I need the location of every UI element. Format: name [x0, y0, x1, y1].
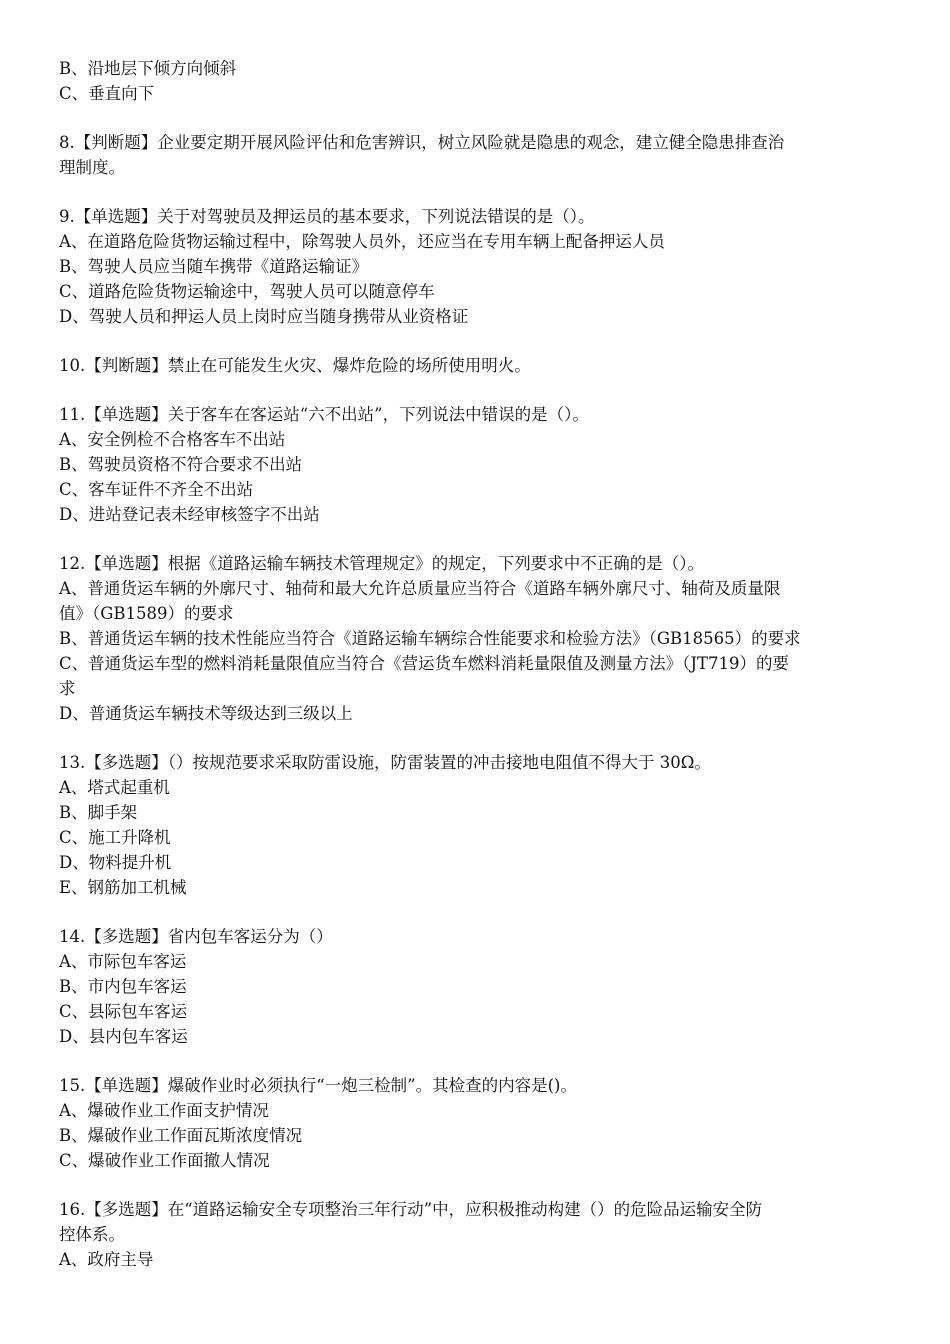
question-text-line: 15.【单选题】爆破作业时必须执行“一炮三检制”。其检查的内容是()。 [59, 1076, 577, 1095]
question-line: C、施工升降机 [59, 828, 171, 847]
question-block [59, 1073, 895, 1173]
question-line: A、政府主导 [59, 1250, 154, 1269]
question-line: B、爆破作业工作面瓦斯浓度情况 [59, 1126, 303, 1145]
question-block [59, 750, 895, 900]
question-text-line: 10.【判断题】禁止在可能发生火灾、爆炸危险的场所使用明火。 [59, 356, 531, 375]
question-line: B、脚手架 [59, 803, 138, 822]
question-line: C、爆破作业工作面撤人情况 [59, 1151, 270, 1170]
question-text-line: 12.【单选题】根据《道路运输车辆技术管理规定》的规定，下列要求中不正确的是（）。 [59, 554, 704, 573]
question-text-line: 9.【单选题】关于对驾驶员及押运员的基本要求，下列说法错误的是（）。 [59, 207, 595, 226]
question-line: B、普通货运车辆的技术性能应当符合《道路运输车辆综合性能要求和检验方法》（GB18565）的要求 [59, 629, 801, 648]
question-block [59, 353, 895, 378]
question-line: C、县际包车客运 [59, 1002, 188, 1021]
question-line: C、道路危险货物运输途中，驾驶人员可以随意停车 [59, 282, 435, 301]
question-block [59, 204, 895, 329]
question-text-line: B、沿地层下倾方向倾斜 [59, 59, 237, 78]
question-text-line: 14.【多选题】省内包车客运分为（） [59, 927, 333, 946]
question-line: 控体系。 [59, 1225, 125, 1244]
question-line: D、物料提升机 [59, 853, 172, 872]
question-line: C、垂直向下 [59, 84, 155, 103]
question-line: C、客车证件不齐全不出站 [59, 480, 254, 499]
question-line: D、普通货运车辆技术等级达到三级以上 [59, 704, 353, 723]
question-text-line: 8.【判断题】企业要定期开展风险评估和危害辨识，树立风险就是隐患的观念，建立健全隐患排查治 [59, 133, 785, 152]
question-text-line: 13.【多选题】（）按规范要求采取防雷设施，防雷装置的冲击接地电阻值不得大于 30Ω。 [59, 753, 711, 772]
question-line: 求 [59, 679, 76, 698]
question-line: B、驾驶人员应当随车携带《道路运输证》 [59, 257, 369, 276]
question-line: A、爆破作业工作面支护情况 [59, 1101, 269, 1120]
question-text-line: 11.【单选题】关于客车在客运站“六不出站”，下列说法中错误的是（）。 [59, 405, 589, 424]
question-block [59, 402, 895, 527]
question-line: 值》（GB1589）的要求 [59, 604, 234, 623]
question-text-line: 16.【多选题】在“道路运输安全专项整治三年行动”中，应积极推动构建（）的危险品运输安全防 [59, 1200, 763, 1219]
question-line: D、进站登记表未经审核签字不出站 [59, 505, 320, 524]
question-line: 理制度。 [59, 158, 125, 177]
question-line: A、普通货运车辆的外廓尺寸、轴荷和最大允许总质量应当符合《道路车辆外廓尺寸、轴荷及质量限 [59, 579, 781, 598]
question-line: A、塔式起重机 [59, 778, 170, 797]
question-line: D、县内包车客运 [59, 1027, 188, 1046]
question-block [59, 130, 895, 180]
question-line: A、安全例检不合格客车不出站 [59, 430, 286, 449]
question-line: D、驾驶人员和押运人员上岗时应当随身携带从业资格证 [59, 307, 469, 326]
question-line: C、普通货运车型的燃料消耗量限值应当符合《营运货车燃料消耗量限值及测量方法》（JT719）的要 [59, 654, 789, 673]
question-line: B、市内包车客运 [59, 977, 187, 996]
question-line: A、市际包车客运 [59, 952, 187, 971]
question-block [59, 1197, 895, 1272]
question-line: E、钢筋加工机械 [59, 878, 187, 897]
question-line: A、在道路危险货物运输过程中，除驾驶人员外，还应当在专用车辆上配备押运人员 [59, 232, 665, 251]
question-line: B、驾驶员资格不符合要求不出站 [59, 455, 303, 474]
question-block [59, 551, 895, 726]
question-block [59, 56, 895, 106]
question-block [59, 924, 895, 1049]
document-body [59, 56, 895, 1296]
